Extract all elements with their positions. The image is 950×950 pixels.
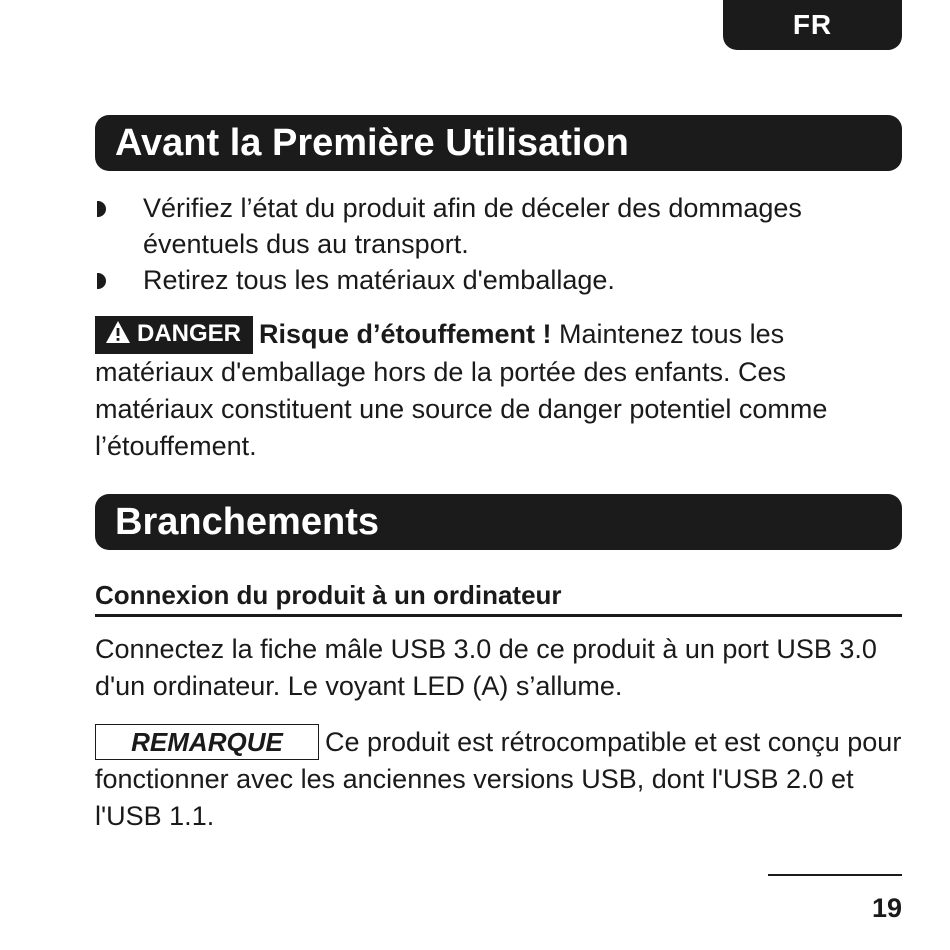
page-number: 19 <box>871 893 902 923</box>
section-title-before-first-use: Avant la Première Utilisation <box>95 115 902 171</box>
bullet-icon <box>97 273 106 289</box>
list-item-text: Retirez tous les matériaux d'emballage. <box>143 265 615 295</box>
list-item <box>95 262 905 298</box>
section-title-connections: Branchements <box>95 494 902 550</box>
note-badge: REMARQUE <box>95 724 319 760</box>
danger-text: Maintenez tous les matériaux d'emballage hors de la portée des enfants. Ces matériaux constituent une source de danger potentiel comme l’étouffement. <box>95 319 828 461</box>
subheading-connect-computer: Connexion du produit à un ordinateur <box>95 575 902 617</box>
danger-warning <box>95 316 905 465</box>
checklist <box>95 190 905 298</box>
connect-instructions: Connectez la fiche mâle USB 3.0 de ce produit à un port USB 3.0 d'un ordinateur. Le voyant LED (A) s’allume. <box>95 634 877 701</box>
language-tab: FR <box>723 0 902 50</box>
danger-badge <box>95 316 253 354</box>
danger-badge-label: DANGER <box>137 320 242 347</box>
danger-heading: Risque d’étouffement ! <box>259 319 552 349</box>
note-text: Ce produit est rétrocompatible et est conçu pour fonctionner avec les anciennes versions USB, dont l'USB 2.0 et l'USB 1.1. <box>95 727 902 831</box>
list-item-text: Vérifiez l’état du produit afin de déceler des dommages éventuels dus au transport. <box>143 193 802 259</box>
footer-rule <box>768 874 902 876</box>
bullet-icon <box>97 201 106 217</box>
note-block <box>95 724 905 835</box>
warning-triangle-icon <box>105 320 131 344</box>
list-item <box>95 190 905 262</box>
